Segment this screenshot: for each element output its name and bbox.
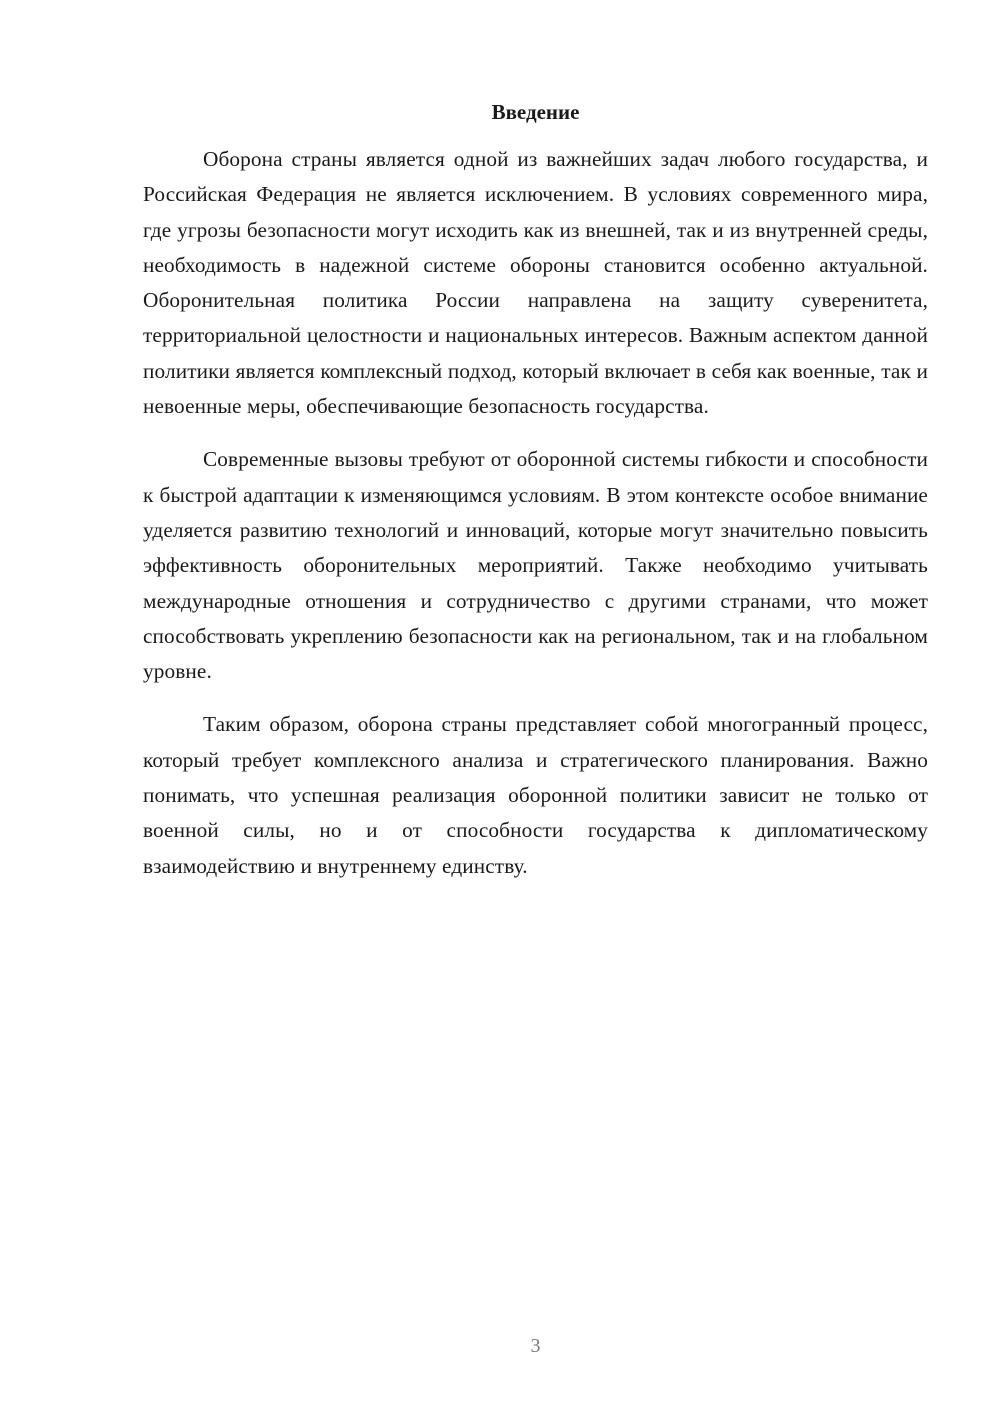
paragraph-1: Оборона страны является одной из важнейших задач любого государства, и Российская Федерация не является исключением. В условиях современного мира, где угрозы безопасности могут исходить как из внешней, так и из внутренней среды, необходимость в надежной системе обороны становится особенно актуальной. Оборонительная политика России направлена на защиту суверенитета, территориальной целостности и национальных интересов. Важным аспектом данной политики является комплексный подход, который включает в себя как военные, так и невоенные меры, обеспечивающие безопасность государства.: [143, 147, 928, 419]
paragraph-3: Таким образом, оборона страны представляет собой многогранный процесс, который требует комплексного анализа и стратегического планирования. Важно понимать, что успешная реализация оборонной политики зависит не только от военной силы, но и от способности государства к дипломатическому взаимодействию и внутреннему единству.: [143, 712, 928, 878]
document-body: [143, 142, 928, 902]
page-title: Введение: [491, 100, 580, 124]
page-number: 3: [530, 1335, 541, 1357]
paragraph-2: Современные вызовы требуют от оборонной системы гибкости и способности к быстрой адаптации к изменяющимся условиям. В этом контексте особое внимание уделяется развитию технологий и инноваций, которые могут значительно повысить эффективность оборонительных мероприятий. Также необходимо учитывать международные отношения и сотрудничество с другими странами, что может способствовать укреплению безопасности как на региональном, так и на глобальном уровне.: [143, 447, 928, 684]
